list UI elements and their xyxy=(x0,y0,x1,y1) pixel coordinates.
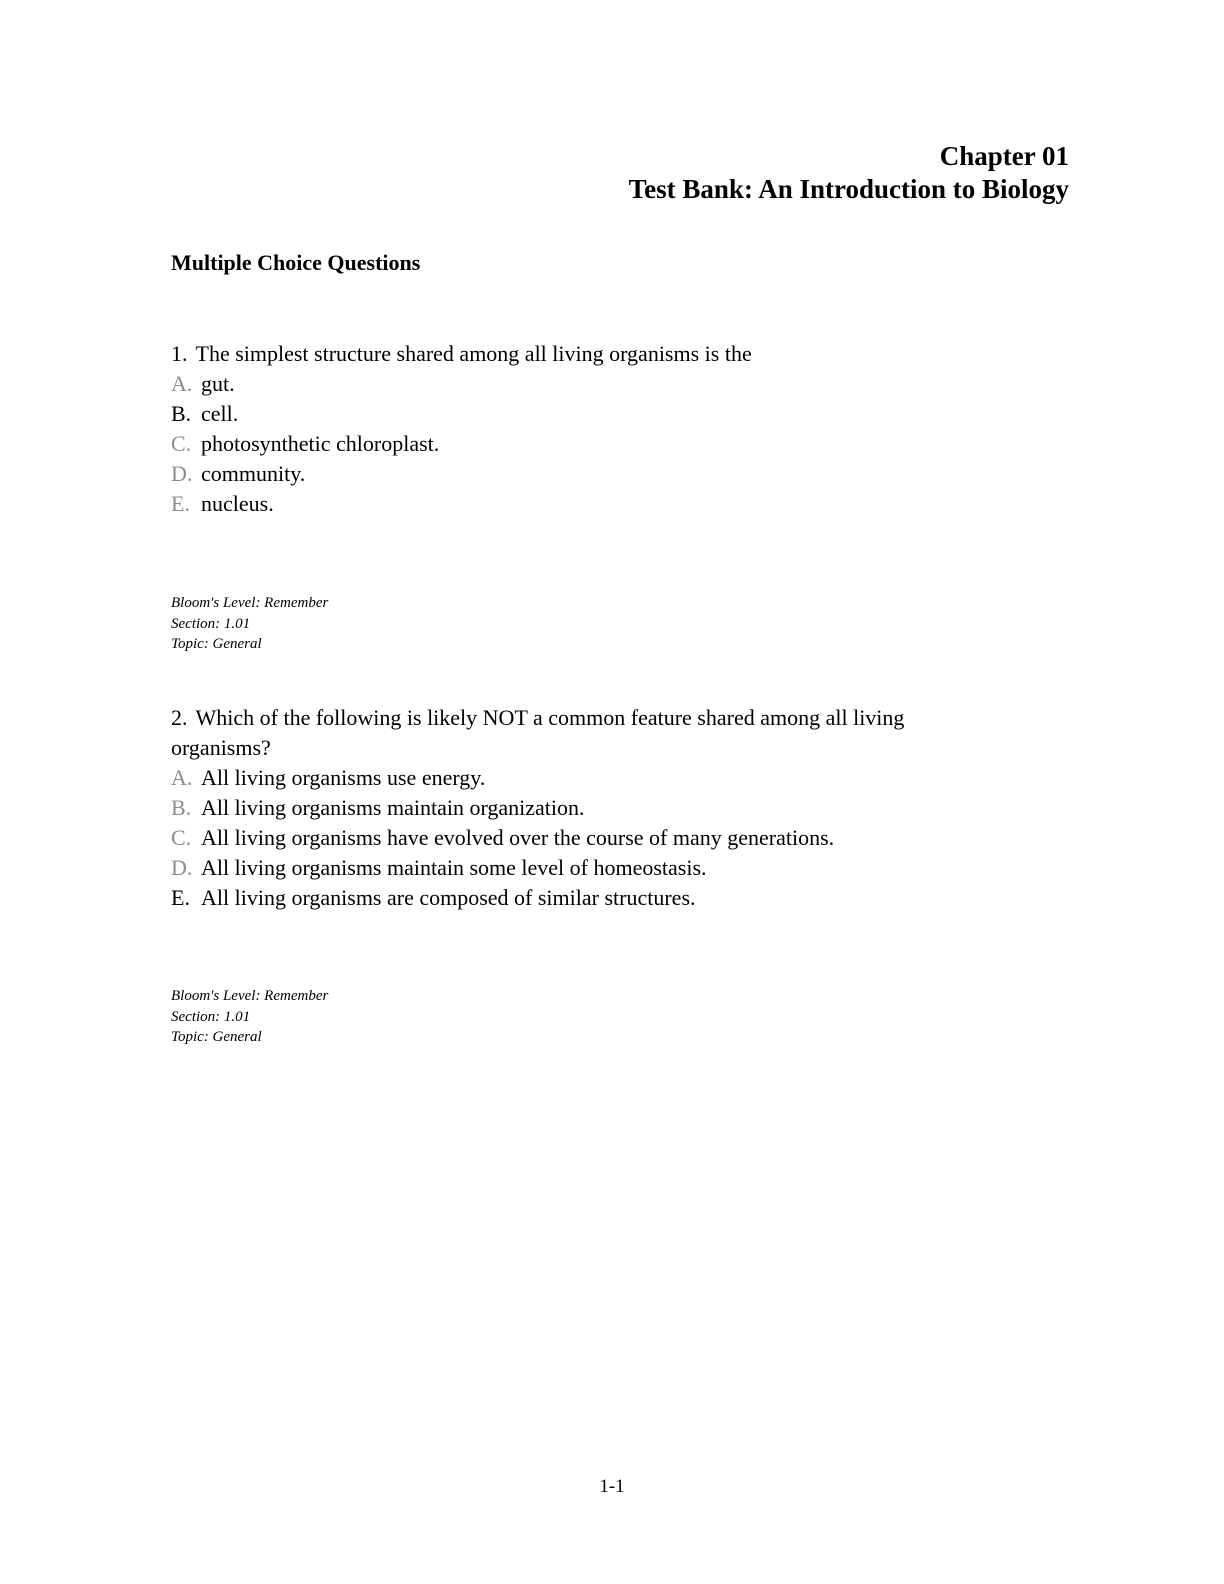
choice-letter: A. xyxy=(171,371,193,396)
section-heading: Multiple Choice Questions xyxy=(171,250,421,275)
choice-letter: B. xyxy=(171,401,192,426)
choice-text: All living organisms maintain organization. xyxy=(201,795,585,820)
question-2 xyxy=(171,703,991,913)
answer-choices xyxy=(171,763,991,913)
choice-text: community. xyxy=(201,461,306,486)
question-1-metadata xyxy=(171,593,328,655)
answer-choices xyxy=(171,369,991,519)
choice-text: photosynthetic chloroplast. xyxy=(201,431,440,456)
choice-letter: C. xyxy=(171,825,192,850)
blooms-level: Bloom's Level: Remember xyxy=(171,595,329,611)
chapter-label: Chapter 01 xyxy=(939,141,1069,171)
question-number: 1. xyxy=(171,341,188,366)
answer-choice-c xyxy=(171,823,991,853)
answer-choice-e xyxy=(171,489,991,519)
question-text: Which of the following is likely NOT a common feature shared among all living organisms? xyxy=(171,705,905,760)
question-stem xyxy=(171,703,991,763)
answer-choice-b xyxy=(171,793,991,823)
question-number: 2. xyxy=(171,705,188,730)
choice-letter: C. xyxy=(171,431,192,456)
question-1 xyxy=(171,339,991,519)
choice-letter: D. xyxy=(171,855,193,880)
choice-text: All living organisms have evolved over the course of many generations. xyxy=(201,825,835,850)
answer-choice-d xyxy=(171,853,991,883)
choice-text: cell. xyxy=(201,401,239,426)
question-text: The simplest structure shared among all living organisms is the xyxy=(195,341,752,366)
question-2-metadata xyxy=(171,986,328,1048)
answer-choice-a xyxy=(171,763,991,793)
answer-choice-e xyxy=(171,883,991,913)
answer-choice-c xyxy=(171,429,991,459)
choice-text: nucleus. xyxy=(201,491,274,516)
answer-choice-a xyxy=(171,369,991,399)
choice-text: gut. xyxy=(201,371,235,396)
topic-label: Topic: General xyxy=(171,636,262,652)
choice-text: All living organisms use energy. xyxy=(201,765,486,790)
choice-letter: D. xyxy=(171,461,193,486)
choice-letter: A. xyxy=(171,765,193,790)
blooms-level: Bloom's Level: Remember xyxy=(171,988,329,1004)
answer-choice-b xyxy=(171,399,991,429)
section-reference: Section: 1.01 xyxy=(171,615,251,632)
choice-letter: B. xyxy=(171,795,192,820)
choice-letter: E. xyxy=(171,491,190,516)
document-title: Test Bank: An Introduction to Biology xyxy=(628,174,1069,204)
topic-label: Topic: General xyxy=(171,1029,262,1045)
answer-choice-d xyxy=(171,459,991,489)
choice-letter: E. xyxy=(171,885,190,910)
page-header xyxy=(629,140,1069,206)
section-reference: Section: 1.01 xyxy=(171,1008,251,1025)
page-number: 1-1 xyxy=(599,1476,625,1497)
choice-text: All living organisms maintain some level of homeostasis. xyxy=(201,855,707,880)
question-stem xyxy=(171,339,991,369)
choice-text: All living organisms are composed of similar structures. xyxy=(201,885,696,910)
